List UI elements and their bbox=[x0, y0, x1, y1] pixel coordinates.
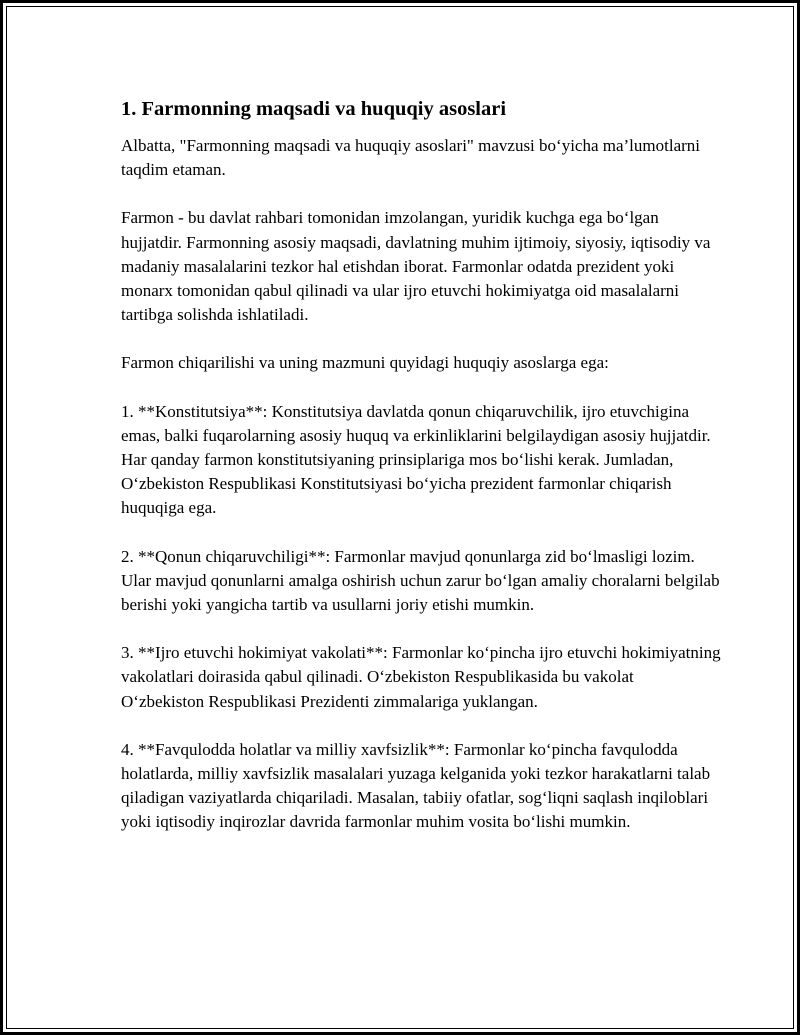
legal-basis-intro-paragraph: Farmon chiqarilishi va uning mazmuni quyidagi huquqiy asoslarga ega: bbox=[121, 353, 609, 373]
list-item-executive-authority: 3. **Ijro etuvchi hokimiyat vakolati**: Farmonlar ko‘pincha ijro etuvchi hokimiyatning vakolatlari doirasida qabul qilinadi. O‘zbekiston Respublikasida bu vakolat O‘zbekiston Respublikasi Prezidenti zimmalariga yuklangan. bbox=[121, 643, 721, 711]
definition-paragraph: Farmon - bu davlat rahbari tomonidan imzolangan, yuridik kuchga ega bo‘lgan hujjatdir. Farmonning asosiy maqsadi, davlatning muhim ijtimoiy, siyosiy, iqtisodiy va madaniy masalalarini tezkor hal etishdan iborat. Farmonlar odatda prezident yoki monarx tomonidan qabul qilinadi va ular ijro etuvchi hokimiyatga oid masalalarni tartibga solishda ishlatiladi. bbox=[121, 208, 711, 325]
list-item-constitution: 1. **Konstitutsiya**: Konstitutsiya davlatda qonun chiqaruvchilik, ijro etuvchigina emas, balki fuqarolarning asosiy huquq va erkinliklarini belgilaydigan asosiy hujjatdir. Har qanday farmon konstitutsiyaning prinsiplariga mos bo‘lishi kerak. Jumladan, O‘zbekiston Respublikasi Konstitutsiyasi bo‘yicha prezident farmonlar chiqarish huquqiga ega. bbox=[121, 401, 711, 518]
list-item-emergency-security: 4. **Favqulodda holatlar va milliy xavfsizlik**: Farmonlar ko‘pincha favqulodda holatlarda, milliy xavfsizlik masalalari yuzaga kelganida yoki tezkor harakatlarni talab qiladigan vaziyatlarda chiqariladi. Masalan, tabiiy ofatlar, sog‘liqni saqlash inqiloblari yoki iqtisodiy inqirozlar davrida farmonlar muhim vosita bo‘lishi mumkin. bbox=[121, 739, 711, 832]
document-body bbox=[121, 96, 721, 859]
list-item-legislation: 2. **Qonun chiqaruvchiligi**: Farmonlar mavjud qonunlarga zid bo‘lmasligi lozim. Ular mavjud qonunlarni amalga oshirish uchun zarur bo‘lgan amaliy choralarni belgilab berishi yoki yangicha tartib va usullarni joriy etishi mumkin. bbox=[121, 546, 720, 615]
section-title: 1. Farmonning maqsadi va huquqiy asoslari bbox=[121, 98, 507, 120]
intro-paragraph: Albatta, "Farmonning maqsadi va huquqiy asoslari" mavzusi bo‘yicha ma’lumotlarni taqdim etaman. bbox=[121, 136, 701, 180]
